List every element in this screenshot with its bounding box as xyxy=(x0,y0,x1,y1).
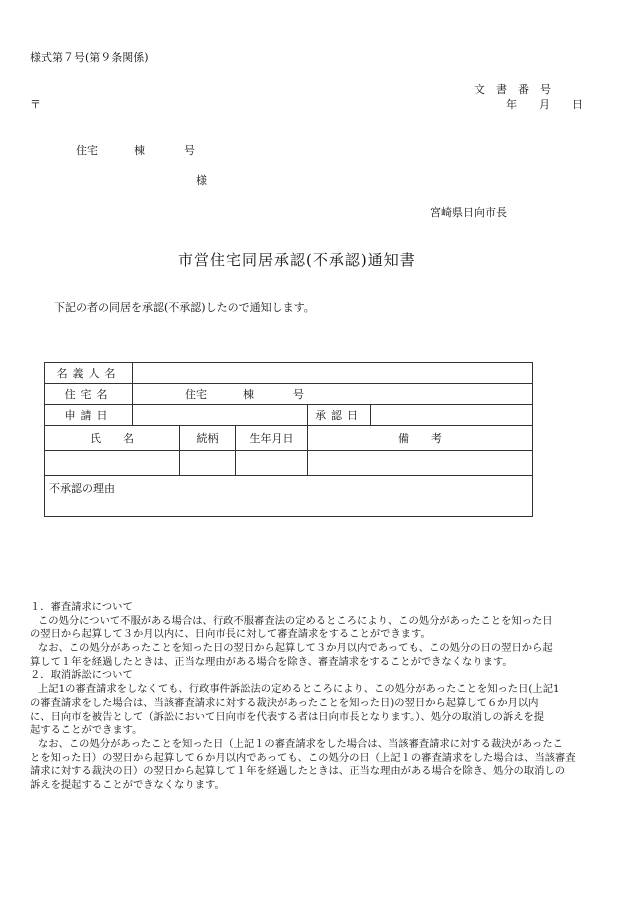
section1-line-2: の翌日から起算して３か月以内に、日向市長に対して審査請求をすることができます。 xyxy=(30,628,431,641)
dates-row xyxy=(45,405,533,426)
name-header: 氏 名 xyxy=(45,426,180,451)
residence-label: 住宅名 xyxy=(45,384,133,405)
section2-line-6: とを知った日）の翌日から起算して６か月以内であっても、この処分の日（上記１の審査請求をした場合は、当該審査 xyxy=(30,751,576,764)
application-date-value[interactable] xyxy=(133,405,308,426)
residence-value-number: 号 xyxy=(293,388,304,401)
addressee-building: 棟 xyxy=(134,144,145,157)
application-table xyxy=(44,362,533,517)
section2-line-3: に、日向市を被告として（訴訟において日向市を代表する者は日向市長となります。）、処分の取消しの訴えを提 xyxy=(30,710,545,723)
member-birthdate-cell[interactable] xyxy=(236,451,308,476)
member-row xyxy=(45,451,533,476)
residence-row xyxy=(45,384,533,405)
postal-mark: 〒 xyxy=(30,98,41,111)
residence-value-building: 棟 xyxy=(243,388,254,401)
nominee-label: 名義人名 xyxy=(45,363,133,384)
rejection-row xyxy=(45,476,533,517)
section2-line-7: 請求に対する裁決の日）の翌日から起算して１年を経過したときは、正当な理由がある場合を除き、処分の取消しの xyxy=(30,765,566,778)
section2-line-4: 起することができます。 xyxy=(30,724,143,737)
intro-text: 下記の者の同居を承認(不承認)したので通知します。 xyxy=(54,301,315,314)
rejection-reason-label: 不承認の理由 xyxy=(49,482,115,495)
addressee-number: 号 xyxy=(184,144,195,157)
section1-title: １．審査請求について xyxy=(30,601,133,613)
approval-date-value[interactable] xyxy=(371,405,533,426)
section2-title: ２．取消訴訟について xyxy=(30,669,133,682)
nominee-row xyxy=(45,363,533,384)
section2-line-8: 訴えを提起することができなくなります。 xyxy=(30,778,225,791)
residence-value[interactable] xyxy=(133,384,533,405)
relation-header: 続柄 xyxy=(180,426,236,451)
form-number: 様式第７号(第９条関係) xyxy=(30,51,149,64)
application-date-label: 申請日 xyxy=(45,405,133,426)
addressee-honorific: 様 xyxy=(196,174,207,187)
section2-line-5: なお、この処分があったことを知った日（上記１の審査請求をした場合は、当該審査請求に対する裁決があったこ xyxy=(38,737,563,750)
section1-line-3: なお、この処分があったことを知った日の翌日から起算して３か月以内であっても、この処分の日の翌日から起 xyxy=(38,642,553,655)
approval-date-label: 承認日 xyxy=(308,405,371,426)
birthdate-header: 生年月日 xyxy=(236,426,308,451)
notes-section xyxy=(30,601,610,793)
member-remarks-cell[interactable] xyxy=(308,451,533,476)
member-name-cell[interactable] xyxy=(45,451,180,476)
rejection-reason-cell[interactable] xyxy=(45,476,533,517)
section1-line-1: この処分について不服がある場合は、行政不服審査法の定めるところにより、この処分があったことを知った日 xyxy=(38,614,553,627)
document-title: 市営住宅同居承認(不承認)通知書 xyxy=(178,251,416,269)
issuer: 宮崎県日向市長 xyxy=(430,206,507,219)
member-relation-cell[interactable] xyxy=(180,451,236,476)
document-number-label: 文 書 番 号 xyxy=(474,83,551,96)
remarks-header: 備 考 xyxy=(308,426,533,451)
addressee-residence: 住宅 xyxy=(76,144,98,157)
date-label: 年 月 日 xyxy=(506,98,583,111)
section1-line-4: 算して１年を経過したときは、正当な理由がある場合を除き、審査請求をすることができなくなります。 xyxy=(30,655,513,668)
nominee-value[interactable] xyxy=(133,363,533,384)
section2-line-2: の審査請求をした場合は、当該審査請求に対する裁決があったことを知った日)の翌日から起算して６か月以内 xyxy=(30,696,539,709)
member-header-row xyxy=(45,426,533,451)
section2-line-1: 上記1の審査請求をしなくても、行政事件訴訟法の定めるところにより、この処分があったことを知った日(上記1 xyxy=(38,683,560,696)
residence-value-residence: 住宅 xyxy=(185,388,207,401)
